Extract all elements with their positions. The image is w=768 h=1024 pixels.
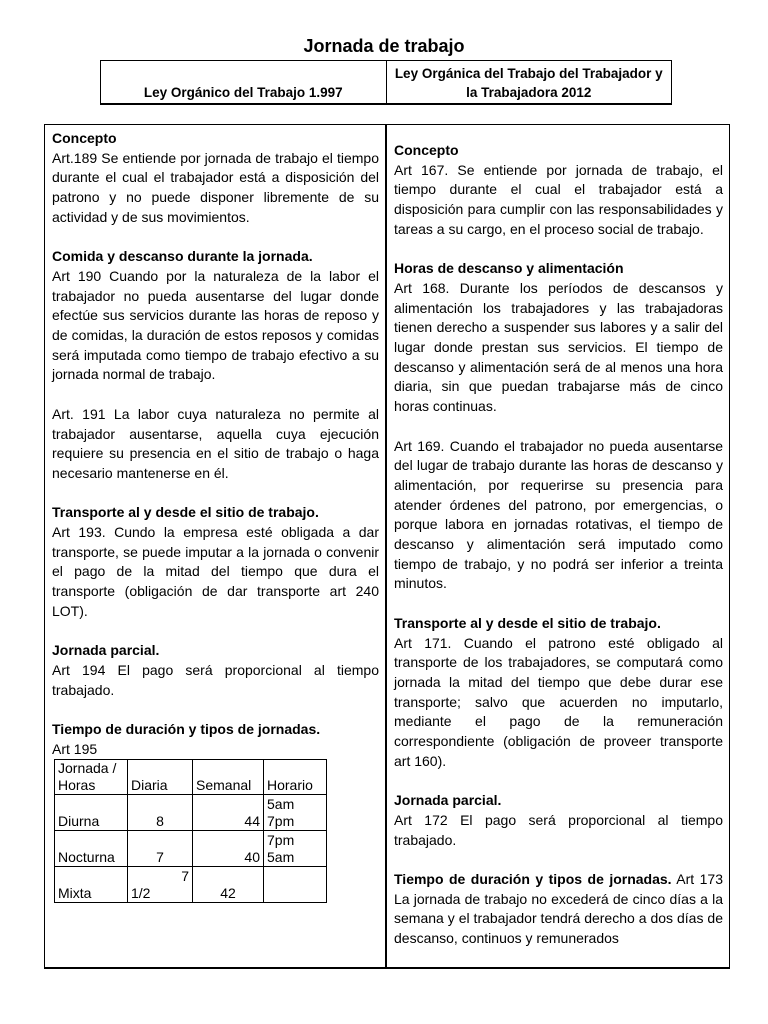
- header-law-1997: Ley Orgánico del Trabajo 1.997: [101, 61, 387, 103]
- section-text: Art 172 El pago será proporcional al tiempo trabajado.: [394, 811, 723, 848]
- table-header-cell: Diaria: [128, 760, 193, 795]
- table-header-cell: Jornada / Horas: [55, 760, 128, 795]
- section-heading: Horas de descanso y alimentación: [394, 260, 624, 277]
- table-cell: 5am 7pm: [264, 795, 327, 831]
- section-text: Art 169. Cuando el trabajador no pueda ausentarse del lugar de trabajo durante las horas de descanso y alimentación, por requerirse su presencia para atender órdenes del patrono, por emergencias, o porque labora en jornadas rotativas, el tiempo de descanso y alimentación será imputado como tiempo de trabajo, y no podrá ser inferior a treinta minutos.: [394, 437, 723, 592]
- section-art-169: [394, 437, 723, 595]
- section-text: Art 167. Se entiende por jornada de trabajo, el tiempo durante el cual el trabajador está a disposición para cumplir con las responsabilidades y tareas a su cargo, en el proceso social de trabajo.: [394, 161, 723, 237]
- table-cell: [264, 867, 327, 903]
- table-cell: Mixta: [55, 867, 128, 903]
- section-descanso-alimentacion: [394, 259, 723, 417]
- section-concepto: [394, 141, 723, 240]
- diaria-whole: 7: [181, 868, 189, 885]
- section-heading: Transporte al y desde el sitio de trabajo.: [394, 614, 661, 631]
- header-law-2012: Ley Orgánica del Trabajo del Trabajador y la Trabajadora 2012: [394, 66, 663, 100]
- table-cell: 40: [193, 831, 264, 867]
- table-cell: 8: [128, 795, 193, 831]
- section-heading: Concepto: [52, 130, 117, 146]
- section-text: Art 171. Cuando el patrono esté obligado al transporte de los trabajadores, se computará como jornada la mitad del tiempo que debe durar ese transporte; salvo que acuerden no imputarlo, mediante el pago de la remuneración correspondiente (obligación de proveer transporte art 160).: [394, 634, 723, 769]
- table-header-cell: Horario: [264, 760, 327, 795]
- section-tiempo-duracion: [52, 720, 379, 903]
- section-text: Art 190 Cuando por la naturaleza de la labor el trabajador no pueda ausentarse del lugar donde efectúe sus servicios durante las horas de reposo y de comidas, la duración de estos reposos y comidas será imputada como tiempo de trabajo efectivo a su jornada normal de trabajo.: [52, 267, 379, 383]
- section-heading: Jornada parcial.: [52, 642, 160, 659]
- jornada-hours-table: [54, 759, 327, 903]
- section-article: Art 195: [52, 740, 98, 757]
- table-row: [55, 795, 327, 831]
- table-header-cell: Semanal: [193, 760, 264, 795]
- table-cell: [128, 867, 193, 903]
- section-transporte: [52, 503, 379, 621]
- section-transporte: [394, 614, 723, 772]
- table-row: [55, 831, 327, 867]
- section-heading: Tiempo de duración y tipos de jornadas.: [394, 870, 672, 887]
- section-comida-descanso: [52, 247, 379, 385]
- section-text: [394, 870, 723, 949]
- section-heading: Comida y descanso durante la jornada.: [52, 248, 313, 265]
- table-cell: Diurna: [55, 795, 128, 831]
- diaria-fraction: 1/2: [131, 885, 151, 902]
- section-text: Art 193. Cundo la empresa esté obligada a dar transporte, se puede imputar a la jornada o convenir el pago de la mitad del tiempo que dura el transporte (obligación de dar transporte art 240 LOT).: [52, 524, 379, 619]
- section-text: Art 168. Durante los períodos de descansos y alimentación los trabajadores y las trabajadoras tienen derecho a suspender sus labores y a salir del lugar donde prestan sus servicios. El tiempo de descanso y alimentación será de al menos una hora diaria, sin que puedan trabajarse más de cinco horas continuas.: [394, 279, 723, 415]
- law-comparison-header: [100, 60, 672, 105]
- section-heading: Tiempo de duración y tipos de jornadas.: [52, 721, 321, 738]
- section-heading: Concepto: [394, 142, 459, 158]
- section-text: Art 194 El pago será proporcional al tiempo trabajado.: [52, 661, 379, 698]
- section-heading: Jornada parcial.: [394, 792, 502, 809]
- table-cell: Nocturna: [55, 831, 128, 867]
- section-jornada-parcial: [394, 791, 723, 850]
- section-tiempo-duracion: [394, 870, 723, 949]
- table-cell: 44: [193, 795, 264, 831]
- comparison-table: [44, 124, 730, 969]
- column-lot-1997: [45, 125, 387, 967]
- section-concepto: [52, 129, 379, 228]
- section-heading: Transporte al y desde el sitio de trabajo.: [52, 504, 319, 521]
- table-cell: 7: [128, 831, 193, 867]
- document-title: Jornada de trabajo: [303, 36, 465, 56]
- table-header-row: [55, 760, 327, 795]
- section-text: Art.189 Se entiende por jornada de trabajo el tiempo durante el cual el trabajador está a disposición del patrono y no puede disponer libremente de su actividad y de sus movimientos.: [52, 149, 379, 225]
- section-text: Art. 191 La labor cuya naturaleza no permite al trabajador ausentarse, aquella cuya ejecución requiere su presencia en el sitio de trabajo o haga necesario mantenerse en él.: [52, 405, 379, 481]
- table-cell: 42: [193, 867, 264, 903]
- table-row: [55, 867, 327, 903]
- section-jornada-parcial: [52, 641, 379, 700]
- section-art-191: [52, 405, 379, 484]
- column-lottt-2012: [387, 125, 729, 967]
- table-cell: 7pm 5am: [264, 831, 327, 867]
- section-body: Art 173 La jornada de trabajo no excederá de cinco días a la semana y el trabajador tendrá derecho a dos días de descanso, continuos y remunerados: [394, 870, 723, 947]
